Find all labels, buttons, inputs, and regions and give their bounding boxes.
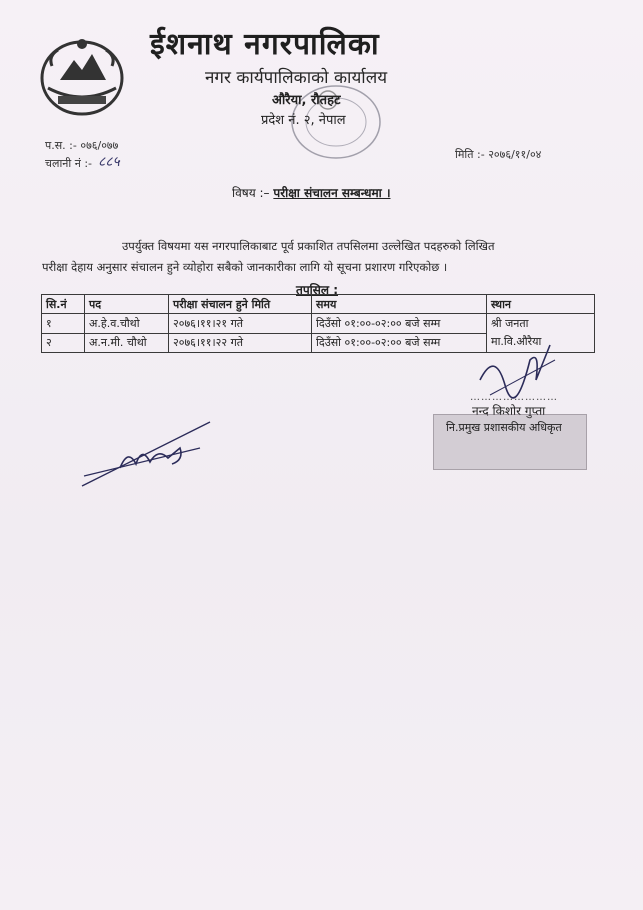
header-sn: सि.नं — [42, 295, 85, 314]
dispatch-label: चलानी नं :- — [45, 157, 93, 170]
table-row — [42, 314, 595, 334]
dispatch-number: ८८५ — [98, 154, 120, 170]
row-sn: १ — [42, 314, 85, 334]
subject-text: परीक्षा संचालन सम्बन्धमा । — [273, 186, 391, 200]
row-time: दिउँसो ०१:००-०२:०० बजे सम्म — [312, 333, 487, 353]
office-address: औरैया, रौतहट — [272, 93, 341, 108]
subject-label: विषय :– — [232, 186, 270, 200]
row-date: २०७६।११।२१ गते — [169, 314, 312, 334]
signatory-designation: नि.प्रमुख प्रशासकीय अधिकृत — [446, 421, 562, 434]
reference-number: प.स. :- ०७६/०७७ — [45, 139, 119, 152]
row-time: दिउँसो ०१:००-०२:०० बजे सम्म — [312, 314, 487, 334]
venue-line-2: मा.वि.औरैया — [491, 335, 542, 348]
signatory-name: नन्द किशोर गुप्ता — [472, 404, 546, 418]
body-line-1: उपर्युक्त विषयमा यस नगरपालिकाबाट पूर्व प्रकाशित तपसिलमा उल्लेखित पदहरुको लिखित — [122, 239, 495, 253]
table-caption: तपसिल : — [296, 283, 338, 297]
letter-date: मिति :- २०७६/११/०४ — [455, 148, 542, 161]
body-line-2: परीक्षा देहाय अनुसार संचालन हुने व्योहोरा सबैको जानकारीका लागि यो सूचना प्रशारण गरिएकोछ । — [42, 260, 448, 274]
row-post: अ.न.मी. चौथो — [85, 333, 169, 353]
signature-dots: …………………… — [470, 392, 558, 403]
office-subtitle: नगर कार्यपालिकाको कार्यालय — [205, 68, 388, 88]
margin-signature-icon — [80, 418, 215, 490]
province-label: प्रदेश नं. २, नेपाल — [261, 113, 346, 128]
municipality-title: ईशनाथ नगरपालिका — [150, 27, 380, 62]
header-venue: स्थान — [487, 295, 595, 314]
table-header-row — [42, 295, 595, 314]
officer-signature-icon — [470, 340, 560, 400]
header-time: समय — [312, 295, 487, 314]
venue-line-1: श्री जनता — [491, 317, 529, 330]
header-exam-date: परीक्षा संचालन हुने मिति — [169, 295, 312, 314]
row-date: २०७६।११।२२ गते — [169, 333, 312, 353]
row-sn: २ — [42, 333, 85, 353]
nepal-emblem-icon — [38, 36, 126, 118]
header-post: पद — [85, 295, 169, 314]
subject-line — [232, 184, 391, 201]
row-post: अ.हे.व.चौथो — [85, 314, 169, 334]
